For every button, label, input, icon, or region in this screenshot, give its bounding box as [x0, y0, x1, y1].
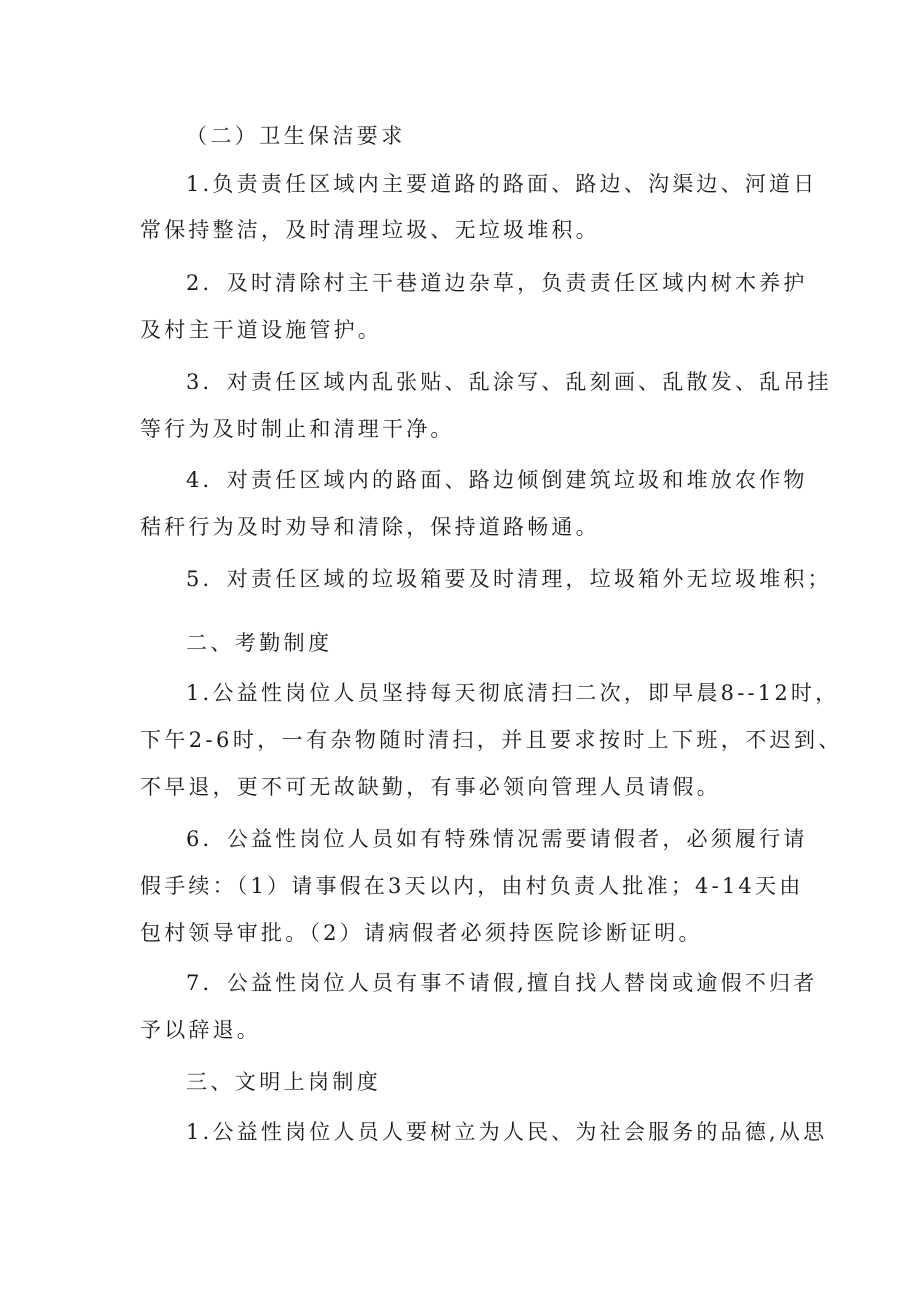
paragraph-line: 7．公益性岗位人员有事不请假,擅自找人替岗或逾假不归者 [186, 971, 818, 995]
paragraph-line: 秸秆行为及时劝导和清除，保持道路畅通。 [140, 515, 600, 539]
paragraph-line: 1.公益性岗位人员坚持每天彻底清扫二次，即早晨8--12时， [186, 681, 840, 705]
paragraph-line: 3．对责任区域内乱张贴、乱涂写、乱刻画、乱散发、乱吊挂 [186, 370, 832, 394]
paragraph-line: 包村领导审批。（2）请病假者必须持医院诊断证明。 [140, 921, 703, 945]
paragraph-line: 及村主干道设施管护。 [140, 318, 382, 342]
section-heading-attendance-system: 二、考勤制度 [186, 631, 333, 655]
paragraph-line: 常保持整洁，及时清理垃圾、无垃圾堆积。 [140, 218, 600, 242]
paragraph-line: 6．公益性岗位人员如有特殊情况需要请假者，必须履行请 [186, 827, 808, 851]
paragraph-line: 不早退，更不可无故缺勤，有事必领向管理人员请假。 [140, 775, 721, 799]
section-heading-civilized-duty-system: 三、文明上岗制度 [186, 1070, 382, 1094]
section-heading-sanitation-requirements: （二）卫生保洁要求 [186, 124, 406, 148]
paragraph-line: 予以辞退。 [140, 1018, 261, 1042]
paragraph-line: 5．对责任区域的垃圾箱要及时清理，垃圾箱外无垃圾堆积； [186, 567, 832, 591]
paragraph-line: 4．对责任区域内的路面、路边倾倒建筑垃圾和堆放农作物 [186, 468, 808, 492]
paragraph-line: 等行为及时制止和清理干净。 [140, 417, 455, 441]
paragraph-line: 1.公益性岗位人员人要树立为人民、为社会服务的品德,从思 [186, 1120, 828, 1144]
paragraph-line: 1.负责责任区域内主要道路的路面、路边、沟渠边、河道日 [186, 172, 818, 196]
paragraph-line: 假手续：（1）请事假在3天以内，由村负责人批准；4-14天由 [140, 874, 804, 898]
paragraph-line: 2．及时清除村主干巷道边杂草，负责责任区域内树木养护 [186, 271, 808, 295]
paragraph-line: 下午2-6时，一有杂物随时清扫，并且要求按时上下班，不迟到、 [140, 728, 843, 752]
